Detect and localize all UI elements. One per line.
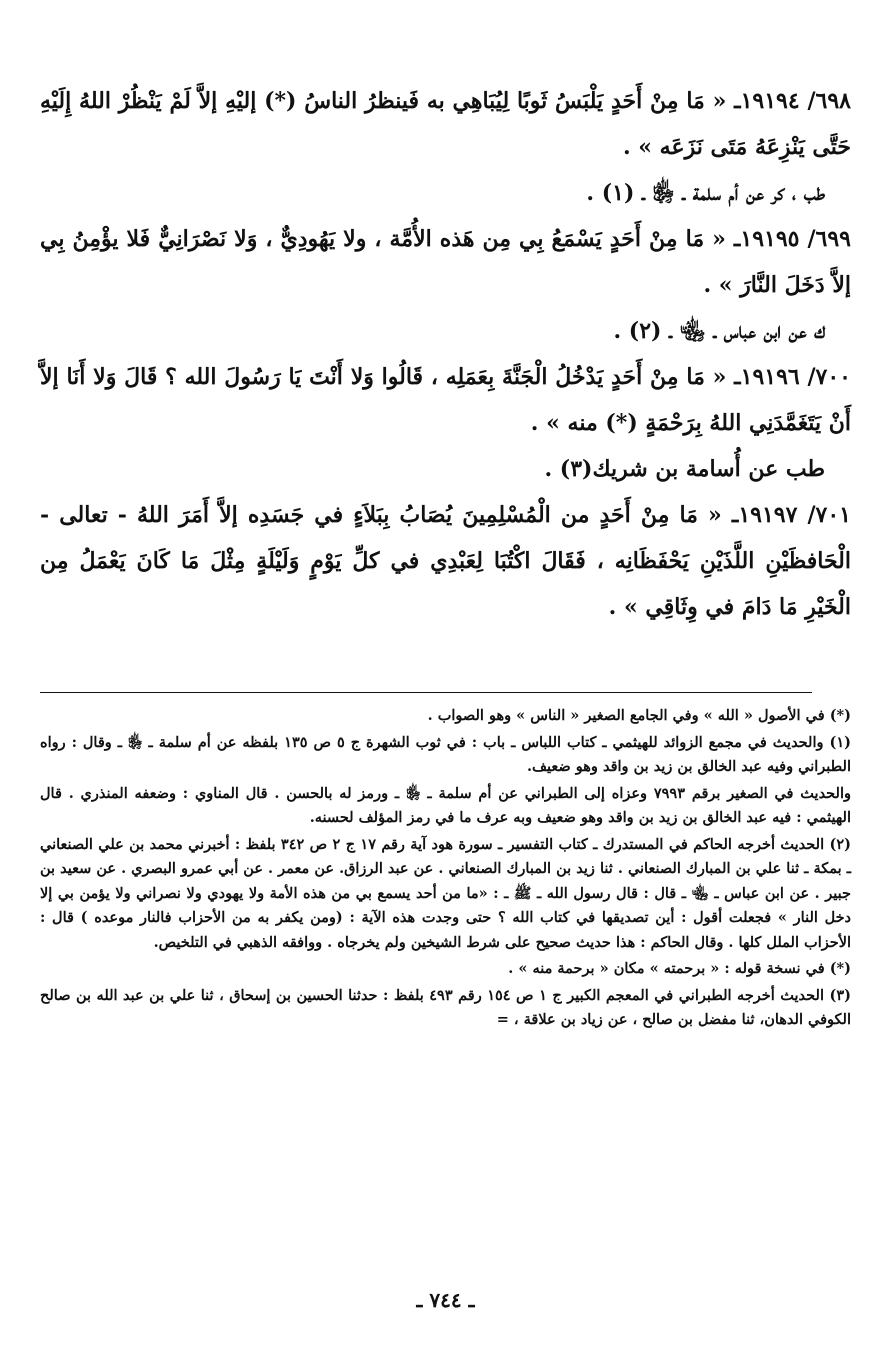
page-number: ـ ٧٤٤ ـ bbox=[416, 1288, 475, 1312]
hadith-700-source: طب عن أُسامة بن شريك(٣) . bbox=[544, 456, 825, 482]
hadith-698-source: طب ، كر عن أم سلمة ـ ﵂ ـ (١) . bbox=[586, 180, 825, 206]
footnote-divider bbox=[40, 692, 812, 693]
hadith-699-source: ك عن ابن عباس ـ ﵄ ـ (٢) . bbox=[613, 318, 825, 344]
hadith-699: ٦٩٩/ ١٩١٩٥ـ « مَا مِنْ أَحَدٍ يَسْمَعُ بِي مِن هَذه الأُمَّة ، ولا يَهُودِيٌّ ، وَلا نَصْرَانِيٌّ فَلا يؤْمِنُ بِي إلاَّ دَخَلَ النَّارَ » . bbox=[40, 226, 851, 298]
footnote-star-2: (*) في نسخة قوله : « برحمته » مكان « برحمة منه » . bbox=[508, 960, 851, 977]
hadith-700: ٧٠٠/ ١٩١٩٦ـ « مَا مِنْ أَحَدٍ يَدْخُلُ الْجَنَّةَ بِعَمَلِه ، قَالُوا وَلا أَنْتَ يَا رَسُولَ الله ؟ قَالَ وَلا أَنَا إلاَّ أَنْ يَتَغَمَّدَنِي اللهُ بِرَحْمَةٍ (*) منه » . bbox=[40, 364, 851, 436]
hadith-698: ٦٩٨/ ١٩١٩٤ـ « مَا مِنْ أَحَدٍ يَلْبَسُ ثَوبًا لِيُبَاهِي به فَينظرُ الناسُ (*) إليْهِ إلاَّ لَمْ يَنْظُرْ اللهُ إِلَيْهِ حَتَّى يَنْزِعَهُ مَتَى نَزَعَه » . bbox=[40, 88, 851, 160]
footnote-2: (٢) الحديث أخرجه الحاكم في المستدرك ـ كتاب التفسير ـ سورة هود آية رقم ١٧ ج ٢ ص ٣٤٢ بلفظ : أخبرني محمد بن علي الصنعاني ـ بمكة ـ ثنا علي بن المبارك الصنعاني . ثنا زيد بن المبارك الصنعاني . عن عبد الرزاق. عن معمر . عن أبي عمرو البصري . عن سعيد بن جبير . عن ابن عباس ـ ﵄ ـ قال : قال رسول الله ـ ﷺ ـ : «ما من أحد يسمع بي من هذه الأمة ولا يهودي ولا نصراني ولا يؤمن بي إلا دخل النار » فجعلت أقول : أين تصديقها في كتاب الله ؟ حتى وجدت هذه الآية : (ومن يكفر به من الأحزاب فالنار موعده ) قال : الأحزاب الملل كلها . وقال الحاكم : هذا حديث صحيح على شرط الشيخين ولم يخرجاه . ووافقه الذهبي في التلخيص. bbox=[40, 835, 851, 951]
main-text bbox=[40, 78, 851, 630]
footnote-3: (٣) الحديث أخرجه الطبراني في المعجم الكبير ج ١ ص ١٥٤ رقم ٤٩٣ بلفظ : حدثنا الحسين بن إسحاق ، ثنا علي بن عبد الله بن صالح الكوفي الدهان، ثنا مفضل بن صالح ، عن زياد بن علاقة ، = bbox=[40, 986, 851, 1028]
hadith-701: ٧٠١/ ١٩١٩٧ـ « مَا مِنْ أَحَدٍ من الْمُسْلِمِينَ يُصَابُ بِبَلاَءٍ في جَسَدِه إلاَّ أَمَرَ اللهُ - تعالى - الْحَافظَيْنِ اللَّذَيْنِ يَحْفَظَانِه ، فَقَالَ اكْتُبَا لِعَبْدِي في كلِّ يَوْمٍ وَلَيْلَةٍ مِثْلَ مَا كَانَ يَعْمَلُ مِن الْخَيْرِ مَا دَامَ في وِثَاقِي » . bbox=[40, 502, 851, 620]
footnote-1: (١) والحديث في مجمع الزوائد للهيثمي ـ كتاب اللباس ـ باب : في ثوب الشهرة ج ٥ ص ١٣٥ بلفظه عن أم سلمة ـ ﵂ ـ وقال : رواه الطبراني وفيه عبد الخالق بن زيد بن واقد وهو ضعيف. bbox=[40, 733, 851, 775]
footnote-1-continued: والحديث في الصغير برقم ٧٩٩٣ وعزاه إلى الطبراني عن أم سلمة ـ ﵂ ـ ورمز له بالحسن . قال المناوي : وضعفه المنذري . قال الهيثمي : فيه عبد الخالق بن زيد بن واقد وهو ضعيف وبه عرف ما في رمز المؤلف لحسنه. bbox=[40, 784, 851, 826]
footnotes bbox=[40, 704, 851, 1035]
footnote-star-1: (*) في الأصول « الله » وفي الجامع الصغير « الناس » وهو الصواب . bbox=[427, 707, 851, 724]
